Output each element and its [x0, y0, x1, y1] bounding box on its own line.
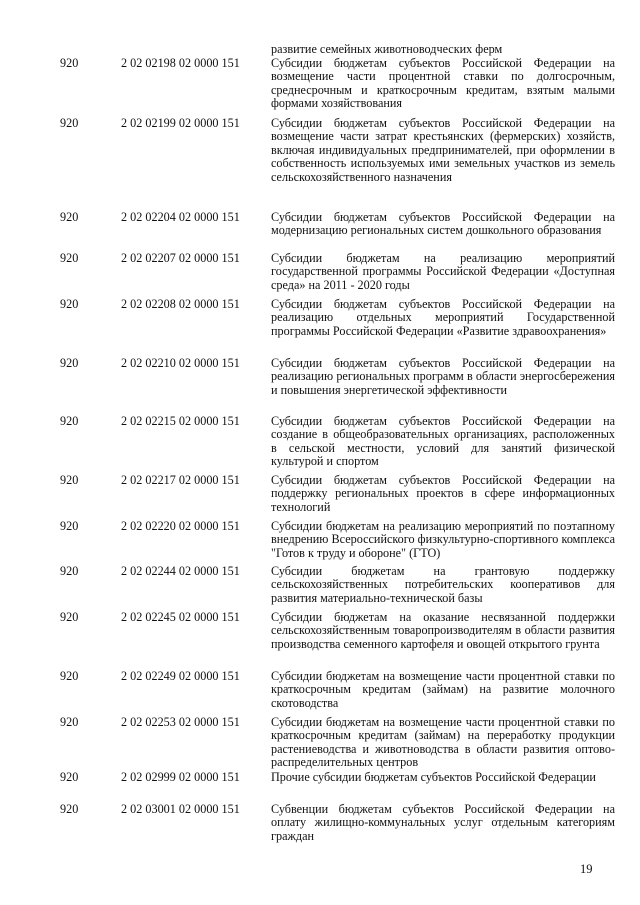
budget-classification-code: 2 02 03001 02 0000 151 — [121, 802, 240, 816]
revenue-description: Субсидии бюджетам субъектов Российской Федерации на модернизацию региональных систем дошкольного образования — [271, 210, 615, 238]
revenue-description: Субсидии бюджетам на реализацию мероприятий по поэтапному внедрению Всероссийского физкультурно-спортивного комплекса "Готов к труду и обороне" (ГТО) — [271, 519, 615, 560]
budget-classification-code: 2 02 02999 02 0000 151 — [121, 770, 240, 784]
revenue-description: Субвенции бюджетам субъектов Российской Федерации на оплату жилищно-коммунальных услуг отдельным категориям граждан — [271, 802, 615, 843]
admin-code: 920 — [60, 610, 79, 624]
budget-classification-code: 2 02 02220 02 0000 151 — [121, 519, 240, 533]
budget-classification-code: 2 02 02204 02 0000 151 — [121, 210, 240, 224]
revenue-description: Субсидии бюджетам на реализацию мероприятий государственной программы Российской Федерации «Доступная среда» на 2011 - 2020 годы — [271, 251, 615, 292]
budget-classification-code: 2 02 02199 02 0000 151 — [121, 116, 240, 130]
continued-text: развитие семейных животноводческих ферм — [271, 42, 503, 56]
budget-classification-code: 2 02 02198 02 0000 151 — [121, 56, 240, 70]
revenue-description: Субсидии бюджетам на оказание несвязанной поддержки сельскохозяйственным товаропроизводителям в области развития производства семенного картофеля и овощей открытого грунта — [271, 610, 615, 651]
admin-code: 920 — [60, 564, 79, 578]
admin-code: 920 — [60, 210, 79, 224]
admin-code: 920 — [60, 297, 79, 311]
budget-classification-code: 2 02 02253 02 0000 151 — [121, 715, 240, 729]
admin-code: 920 — [60, 519, 79, 533]
revenue-description: Субсидии бюджетам субъектов Российской Федерации на реализацию отдельных мероприятий Государственной программы Российской Федерации «Развитие здравоохранения» — [271, 297, 615, 338]
budget-classification-code: 2 02 02245 02 0000 151 — [121, 610, 240, 624]
admin-code: 920 — [60, 802, 79, 816]
admin-code: 920 — [60, 715, 79, 729]
admin-code: 920 — [60, 414, 79, 428]
admin-code: 920 — [60, 56, 79, 70]
budget-classification-code: 2 02 02215 02 0000 151 — [121, 414, 240, 428]
budget-classification-code: 2 02 02208 02 0000 151 — [121, 297, 240, 311]
admin-code: 920 — [60, 116, 79, 130]
admin-code: 920 — [60, 251, 79, 265]
revenue-description: Субсидии бюджетам субъектов Российской Федерации на поддержку региональных проектов в сфере информационных технологий — [271, 473, 615, 514]
revenue-description: Субсидии бюджетам субъектов Российской Федерации на реализацию региональных программ в области энергосбережения и повышения энергетической эффективности — [271, 356, 615, 397]
revenue-description: Субсидии бюджетам на возмещение части процентной ставки по краткосрочным кредитам (займам) на развитие молочного скотоводства — [271, 669, 615, 710]
page-number: 19 — [580, 862, 593, 876]
revenue-description: Субсидии бюджетам субъектов Российской Федерации на создание в общеобразовательных организациях, расположенных в сельской местности, условий для занятий физической культурой и спортом — [271, 414, 615, 469]
budget-classification-code: 2 02 02217 02 0000 151 — [121, 473, 240, 487]
budget-classification-code: 2 02 02244 02 0000 151 — [121, 564, 240, 578]
budget-classification-code: 2 02 02210 02 0000 151 — [121, 356, 240, 370]
admin-code: 920 — [60, 473, 79, 487]
budget-classification-code: 2 02 02207 02 0000 151 — [121, 251, 240, 265]
admin-code: 920 — [60, 669, 79, 683]
budget-classification-code: 2 02 02249 02 0000 151 — [121, 669, 240, 683]
revenue-description: Субсидии бюджетам субъектов Российской Федерации на возмещение части затрат крестьянских (фермерских) хозяйств, включая индивидуальных предпринимателей, при оформлении в собственность используемых ими земельных участков из земель сельскохозяйственного назначения — [271, 116, 615, 184]
revenue-description: Субсидии бюджетам субъектов Российской Федерации на возмещение части процентной ставки по долгосрочным, среднесрочным и краткосрочным кредитам, взятым малыми формами хозяйствования — [271, 56, 615, 111]
admin-code: 920 — [60, 356, 79, 370]
admin-code: 920 — [60, 770, 79, 784]
revenue-description: Субсидии бюджетам на возмещение части процентной ставки по краткосрочным кредитам (займам) на переработку продукции растениеводства и животноводства в области развития оптово-распределительных центров — [271, 715, 615, 770]
revenue-description: Субсидии бюджетам на грантовую поддержку сельскохозяйственных потребительских кооперативов для развития материально-технической базы — [271, 564, 615, 605]
revenue-description: Прочие субсидии бюджетам субъектов Российской Федерации — [271, 770, 596, 784]
